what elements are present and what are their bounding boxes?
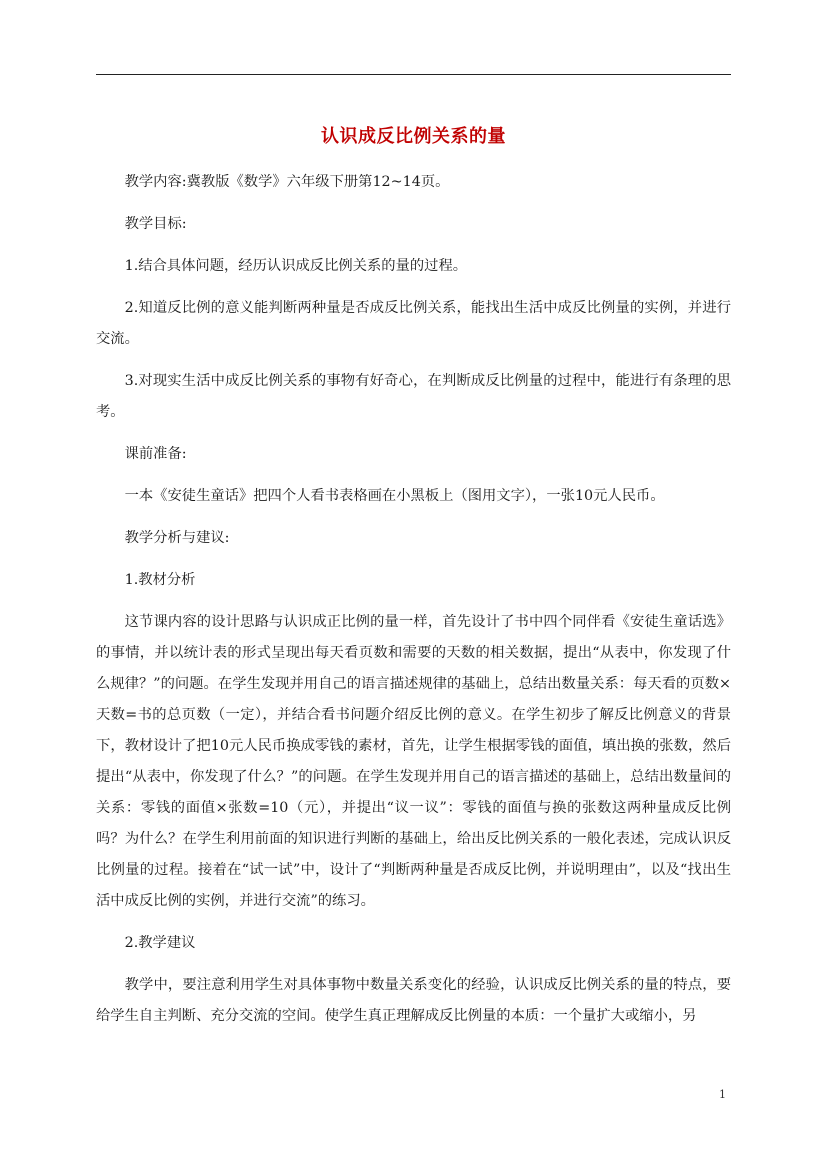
- header-rule: [96, 74, 731, 75]
- paragraph-objective-3: 3.对现实生活中成反比例关系的事物有好奇心，在判断成反比例量的过程中，能进行有条理的思考。: [96, 373, 731, 420]
- paragraph-analysis-heading: 教学分析与建议:: [124, 530, 230, 546]
- paragraph-textbook-analysis-heading: 1.教材分析: [124, 572, 196, 588]
- paragraph-objective-2: 2.知道反比例的意义能判断两种量是否成反比例关系，能找出生活中成反比例量的实例，并进行交流。: [96, 300, 731, 347]
- paragraph-objective-1: 1.结合具体问题，经历认识成反比例关系的量的过程。: [124, 258, 468, 274]
- paragraph-teaching-suggestions-heading: 2.教学建议: [124, 935, 196, 951]
- document-title: 认识成反比例关系的量: [321, 126, 506, 147]
- page-number: 1: [719, 1088, 726, 1101]
- paragraph-objectives-heading: 教学目标:: [124, 216, 187, 232]
- paragraph-content: 教学内容:冀教版《数学》六年级下册第12~14页。: [124, 174, 450, 190]
- paragraph-textbook-analysis: 这节课内容的设计思路与认识成正比例的量一样，首先设计了书中四个同伴看《安徒生童话选》的事情，并以统计表的形式呈现出每天看页数和需要的天数的相关数据，提出“从表中，你发现了什么规律？”的问题。在学生发现并用自己的语言描述规律的基础上，总结出数量关系：每天看的页数×天数=书的总页数（一定），并结合看书问题介绍反比例的意义。在学生初步了解反比例意义的背景下，教材设计了把10元人民币换成零钱的素材，首先，让学生根据零钱的面值，填出换的张数，然后提出“从表中，你发现了什么？”的问题。在学生发现并用自己的语言描述的基础上，总结出数量间的关系：零钱的面值×张数=10（元），并提出“议一议”：零钱的面值与换的张数这两种量成反比例吗？为什么？在学生利用前面的知识进行判断的基础上，给出反比例关系的一般化表述，完成认识反比例量的过程。接着在“试一试”中，设计了“判断两种量是否成反比例，并说明理由”，以及“找出生活中成反比例的实例，并进行交流”的练习。: [96, 614, 731, 909]
- paragraph-preparation: 一本《安徒生童话》把四个人看书表格画在小黑板上（图用文字），一张10元人民币。: [124, 488, 665, 504]
- document-body: [96, 167, 731, 1043]
- paragraph-preparation-heading: 课前准备:: [124, 446, 187, 462]
- paragraph-teaching-suggestions: 教学中，要注意利用学生对具体事物中数量关系变化的经验，认识成反比例关系的量的特点，要给学生自主判断、充分交流的空间。使学生真正理解成反比例量的本质：一个量扩大或缩小，另: [96, 977, 731, 1024]
